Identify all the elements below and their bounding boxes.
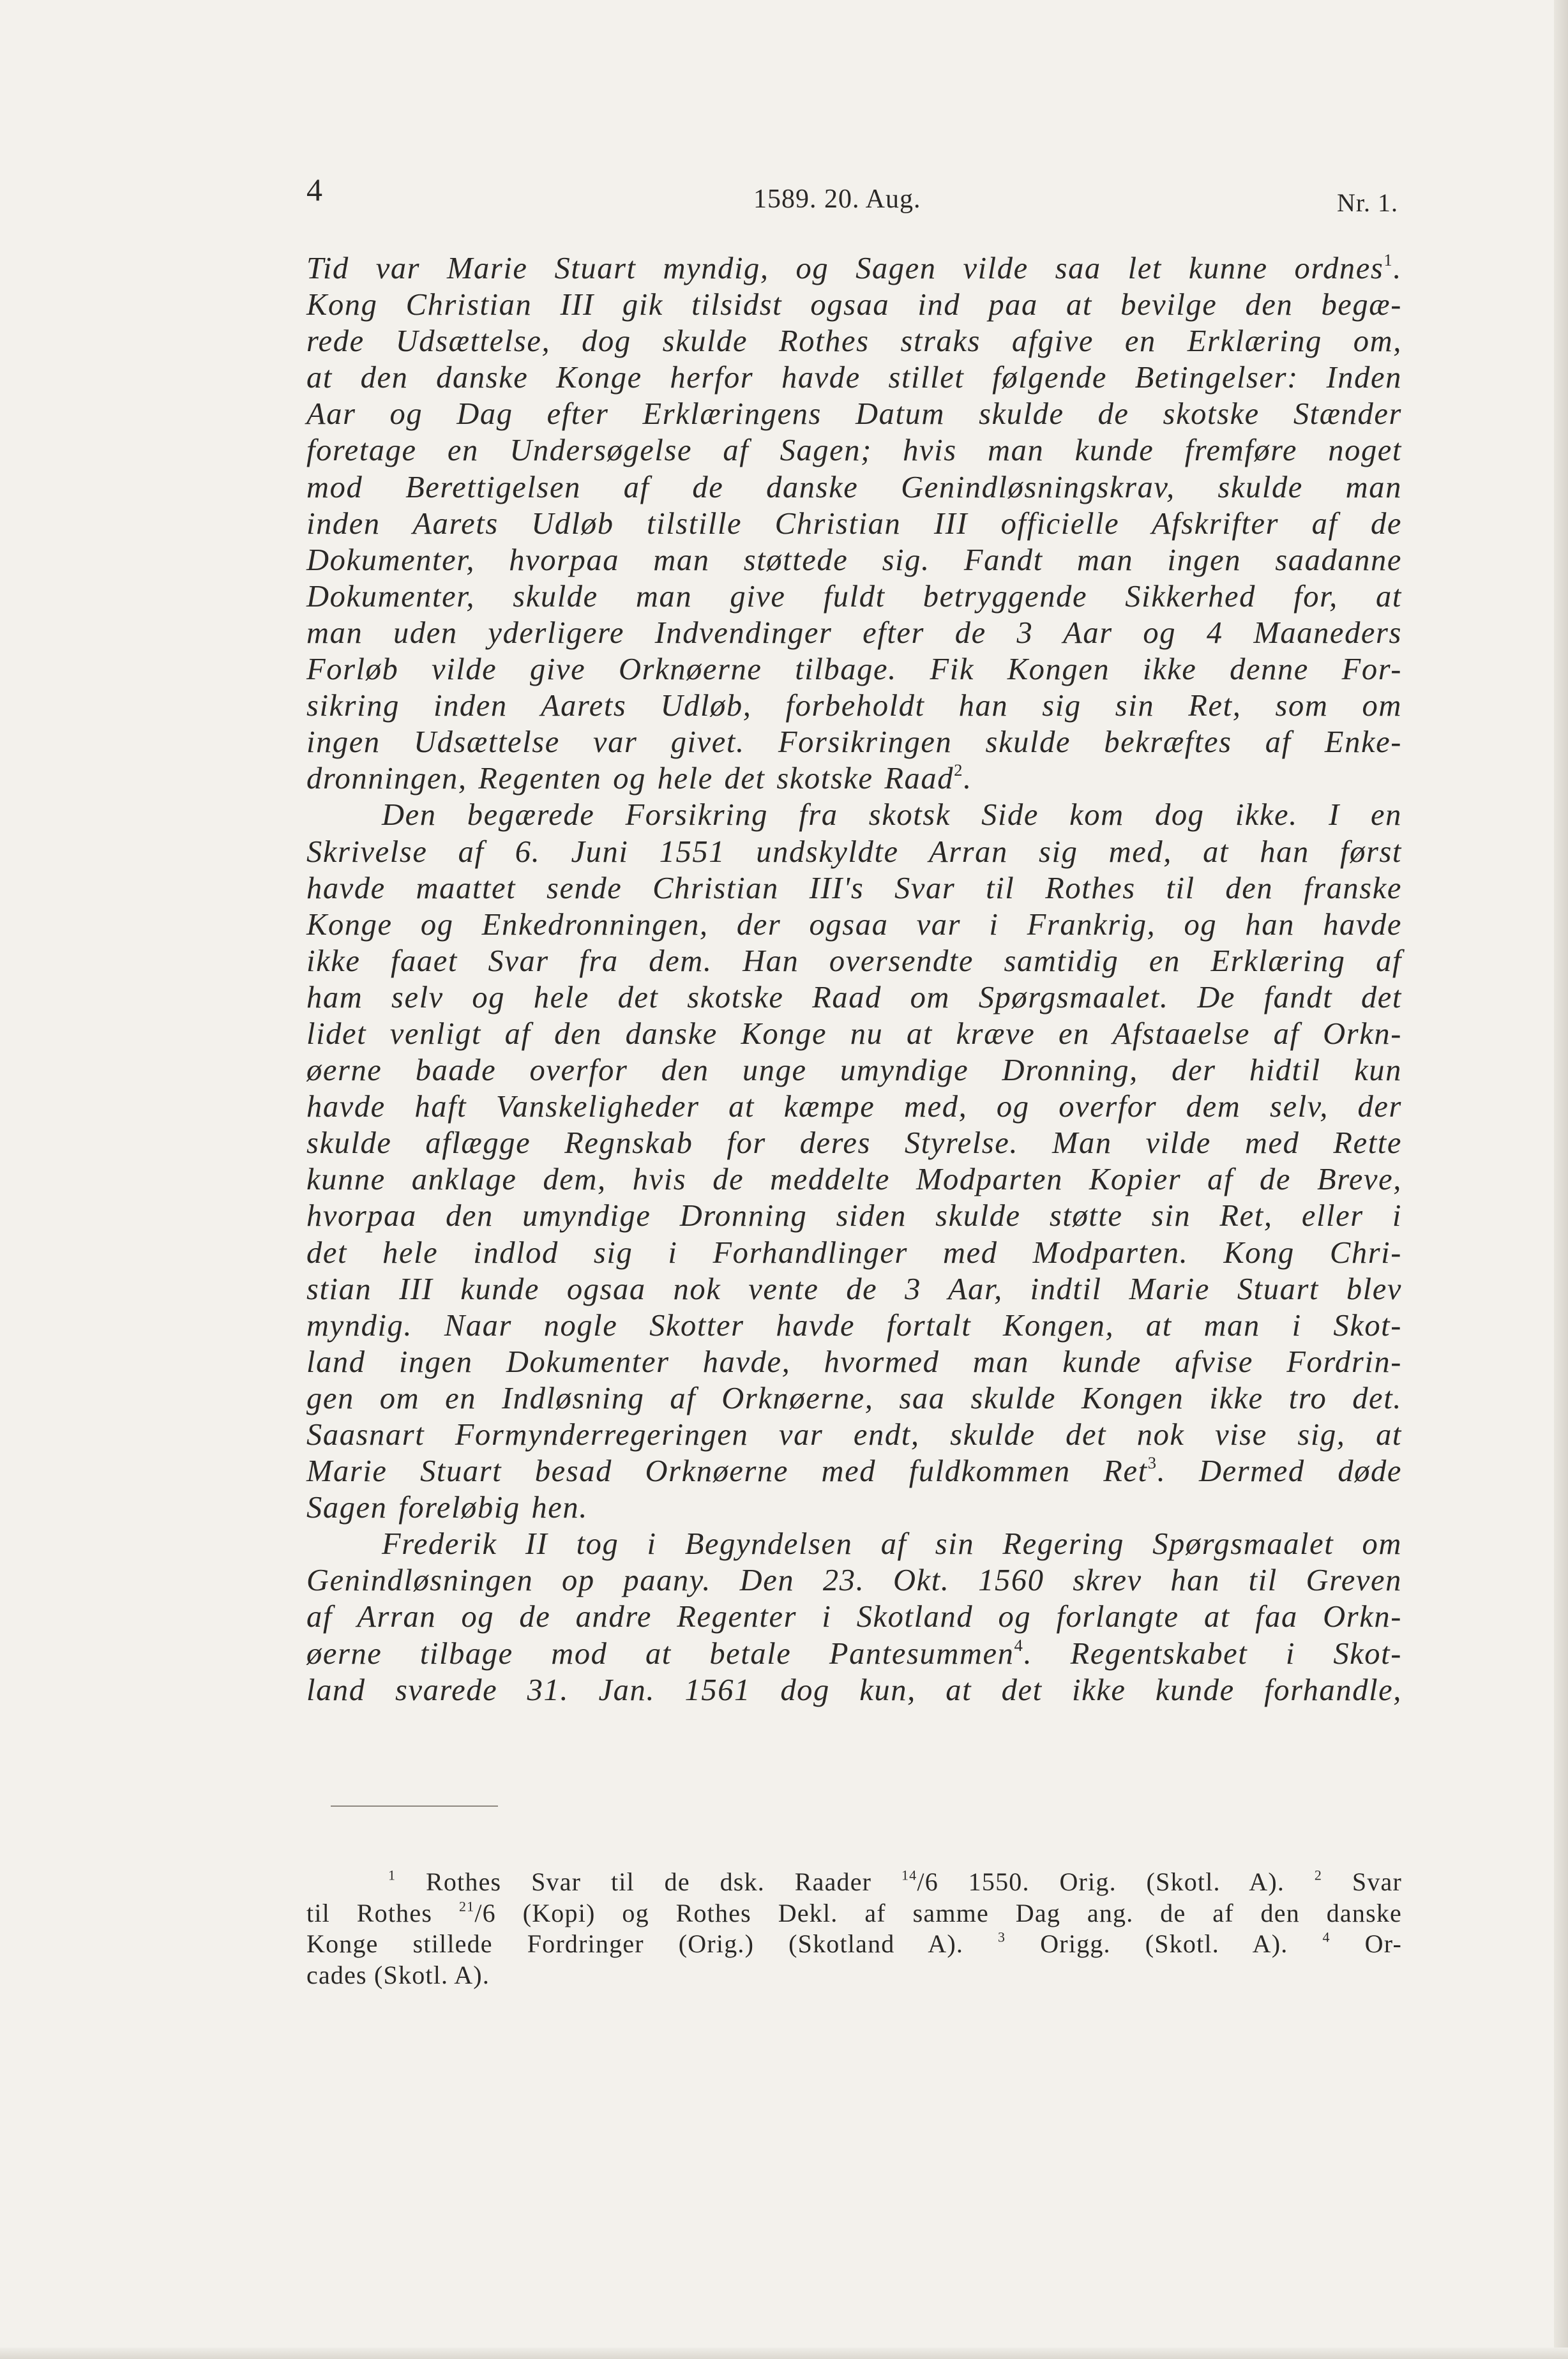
text-span: Kong Christian III gik tilsidst ogsaa ind paa at bevilge den begæ- — [306, 288, 1402, 322]
text-line — [306, 651, 1402, 688]
text-line — [306, 1161, 1402, 1198]
text-line — [306, 578, 1402, 615]
footnote-line — [306, 1867, 1402, 1898]
text-line — [306, 797, 1402, 833]
text-span: ikke faaet Svar fra dem. Han oversendte samtidig en Erklæring af — [306, 944, 1402, 978]
text-span: dronningen, Regenten og hele det skotske Raad — [306, 762, 954, 796]
text-span: gen om en Indløsning af Orknøerne, saa skulde Kongen ikke tro det. — [306, 1381, 1402, 1415]
text-span: land svarede 31. Jan. 1561 dog kun, at det ikke kunde forhandle, — [306, 1673, 1402, 1707]
text-span: at den danske Konge herfor havde stillet følgende Betingelser: Inden — [306, 361, 1402, 395]
text-span: Genindløsningen op paany. Den 23. Okt. 1560 skrev han til Greven — [306, 1564, 1402, 1598]
text-line — [306, 1308, 1402, 1344]
text-span: Sagen foreløbig hen. — [306, 1491, 588, 1525]
header-date: 1589. 20. Aug. — [753, 185, 921, 214]
footnote-text: Svar — [1322, 1867, 1402, 1896]
page-edge-shadow — [1554, 0, 1568, 2359]
footnote-text: Or- — [1330, 1929, 1402, 1959]
footnote-text: Origg. (Skotl. A). — [1006, 1929, 1323, 1959]
text-span: havde maattet sende Christian III's Svar til Rothes til den franske — [306, 871, 1402, 905]
text-span: . Regentskabet i Skot- — [1023, 1636, 1402, 1671]
text-span: myndig. Naar nogle Skotter havde fortalt Kongen, at man i Skot- — [306, 1308, 1402, 1343]
footnote-marker: 1 — [1383, 250, 1394, 269]
text-span: Dokumenter, skulde man give fuldt betryggende Sikkerhed for, at — [306, 579, 1402, 614]
footnote-line — [306, 1960, 1402, 1991]
text-span: Saasnart Formynderregeringen var endt, skulde det nok vise sig, at — [306, 1418, 1402, 1452]
footnote-text: til Rothes — [306, 1898, 459, 1927]
text-line — [306, 1380, 1402, 1417]
text-span: . Dermed døde — [1157, 1454, 1402, 1489]
text-span: kunne anklage dem, hvis de meddelte Modparten Kopier af de Breve, — [306, 1163, 1402, 1197]
text-line — [306, 1599, 1402, 1635]
text-span: inden Aarets Udløb tilstille Christian III officielle Afskrifter af de — [306, 506, 1402, 541]
text-span: af Arran og de andre Regenter i Skotland og forlangte at faa Orkn- — [306, 1600, 1402, 1634]
text-span: øerne baade overfor den unge umyndige Dronning, der hidtil kun — [306, 1053, 1402, 1088]
text-span: man uden yderligere Indvendinger efter de 3 Aar og 4 Maaneders — [306, 615, 1402, 650]
running-header — [306, 171, 1405, 216]
text-span: hvorpaa den umyndige Dronning siden skulde støtte sin Ret, eller i — [306, 1199, 1402, 1233]
text-line — [306, 1526, 1402, 1562]
footnotes — [306, 1867, 1402, 1991]
text-line — [306, 1562, 1402, 1599]
text-span: . — [1393, 252, 1402, 285]
text-line — [306, 615, 1402, 651]
footnote-marker: 4 — [1014, 1635, 1024, 1655]
footnote-text: /6 1550. Orig. (Skotl. A). — [917, 1867, 1315, 1896]
text-line — [306, 1235, 1402, 1271]
footnote-separator — [331, 1805, 498, 1807]
text-span: Dokumenter, hvorpaa man støttede sig. Fandt man ingen saadanne — [306, 543, 1402, 577]
footnote-text: Rothes Svar til de dsk. Raader — [396, 1867, 901, 1896]
text-span: det hele indlod sig i Forhandlinger med Modparten. Kong Chri- — [306, 1235, 1402, 1270]
text-line — [306, 1489, 1402, 1526]
text-span: Skrivelse af 6. Juni 1551 undskyldte Arran sig med, at han først — [306, 834, 1402, 869]
footnote-line — [306, 1898, 1402, 1929]
text-span: mod Berettigelsen af de danske Genindløsningskrav, skulde man — [306, 470, 1402, 504]
text-line — [306, 323, 1402, 359]
footnote-text: cades (Skotl. A). — [306, 1961, 490, 1990]
text-span: Aar og Dag efter Erklæringens Datum skulde de skotske Stænder — [306, 397, 1402, 432]
footnote-marker: 2 — [954, 760, 964, 780]
text-span: ham selv og hele det skotske Raad om Spørgsmaalet. De fandt det — [306, 980, 1402, 1014]
text-span: Den begærede Forsikring fra skotsk Side kom dog ikke. I en — [382, 798, 1402, 833]
footnote-line — [306, 1929, 1402, 1960]
footnote-text: Konge stillede Fordringer (Orig.) (Skotland A). — [306, 1929, 999, 1959]
text-line — [306, 506, 1402, 542]
footnote-number: 2 — [1314, 1867, 1323, 1883]
body-text — [306, 250, 1402, 1708]
text-line — [306, 469, 1402, 506]
text-line — [306, 1672, 1402, 1708]
text-line — [306, 1453, 1402, 1489]
text-line — [306, 907, 1402, 943]
text-line — [306, 1344, 1402, 1380]
text-line — [306, 979, 1402, 1016]
text-line — [306, 1125, 1402, 1161]
text-line — [306, 760, 1402, 797]
text-line — [306, 287, 1402, 323]
text-line — [306, 834, 1402, 870]
footnote-marker: 3 — [1147, 1453, 1157, 1473]
footnote-number: 4 — [1322, 1929, 1331, 1945]
text-line — [306, 1636, 1402, 1672]
text-span: land ingen Dokumenter havde, hvormed man kunde afvise Fordrin- — [306, 1345, 1402, 1379]
text-span: ingen Udsættelse var givet. Forsikringen skulde bekræftes af Enke- — [306, 725, 1402, 760]
text-line — [306, 250, 1402, 287]
footnote-number: 3 — [998, 1929, 1006, 1945]
text-span: . — [963, 762, 972, 796]
text-line — [306, 432, 1402, 469]
text-line — [306, 542, 1402, 578]
text-line — [306, 688, 1402, 724]
text-span: øerne tilbage mod at betale Pantesummen — [306, 1636, 1014, 1671]
text-span: stian III kunde ogsaa nok vente de 3 Aar, indtil Marie Stuart blev — [306, 1272, 1402, 1306]
text-line — [306, 724, 1402, 760]
text-span: rede Udsættelse, dog skulde Rothes straks afgive en Erklæring om, — [306, 324, 1402, 359]
footnote-number: 21 — [458, 1898, 475, 1915]
text-span: Frederik II tog i Begyndelsen af sin Regering Spørgsmaalet om — [382, 1527, 1402, 1562]
document-number: Nr. 1. — [1337, 188, 1398, 217]
footnote-text: /6 (Kopi) og Rothes Dekl. af samme Dag ang. de af den danske — [474, 1898, 1403, 1927]
text-span: havde haft Vanskeligheder at kæmpe med, og overfor dem selv, der — [306, 1090, 1402, 1124]
text-span: sikring inden Aarets Udløb, forbeholdt han sig sin Ret, som om — [306, 689, 1402, 723]
text-line — [306, 1417, 1402, 1453]
text-line — [306, 1016, 1402, 1052]
text-line — [306, 1271, 1402, 1308]
text-line — [306, 943, 1402, 979]
footnote-number: 1 — [388, 1867, 396, 1883]
text-span: Konge og Enkedronningen, der ogsaa var i Frankrig, og han havde — [306, 907, 1402, 942]
text-span: Forløb vilde give Orknøerne tilbage. Fik Kongen ikke denne For- — [306, 652, 1402, 687]
text-line — [306, 870, 1402, 907]
text-span: Marie Stuart besad Orknøerne med fuldkommen Ret — [306, 1454, 1148, 1489]
text-span: skulde aflægge Regnskab for deres Styrelse. Man vilde med Rette — [306, 1126, 1402, 1161]
text-line — [306, 1089, 1402, 1125]
text-line — [306, 1198, 1402, 1234]
footnote-number: 14 — [901, 1867, 917, 1883]
text-line — [306, 359, 1402, 396]
text-span: foretage en Undersøgelse af Sagen; hvis man kunde fremføre noget — [306, 433, 1402, 468]
page-bottom-edge — [0, 2348, 1568, 2359]
text-line — [306, 396, 1402, 432]
text-span: lidet venligt af den danske Konge nu at kræve en Afstaaelse af Orkn- — [306, 1016, 1402, 1051]
text-span: Tid var Marie Stuart myndig, og Sagen vilde saa let kunne ordnes — [306, 252, 1384, 285]
page-number: 4 — [306, 172, 322, 207]
text-line — [306, 1052, 1402, 1089]
